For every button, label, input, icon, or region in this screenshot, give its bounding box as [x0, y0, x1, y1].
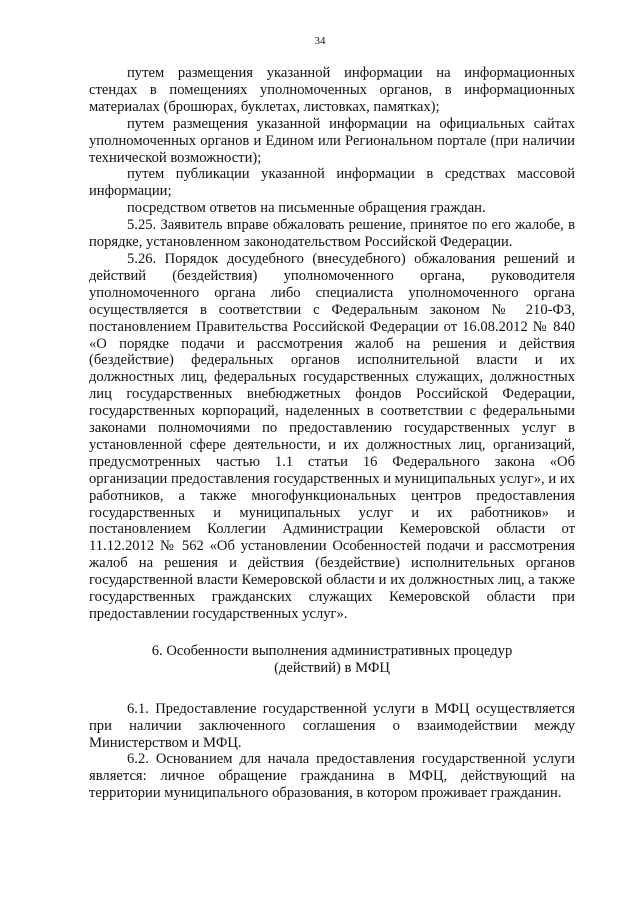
section-heading-line-2: (действий) в МФЦ	[274, 659, 390, 676]
paragraph-written-replies: посредством ответов на письменные обращения граждан.	[127, 200, 486, 217]
paragraph-mass-media: путем публикации указанной информации в средствах массовой информации;	[89, 166, 575, 200]
paragraph-5-26: 5.26. Порядок досудебного (внесудебного) обжалования решений и действий (бездействия) уполномоченного органа, руководителя уполномоченного органа либо специалиста уполномоченного органа осуществляется в соответствии с Федеральным законом № 210-ФЗ, постановлением Правительства Российской Федерации от 16.08.2012 № 840 «О порядке подачи и рассмотрения жалоб на решения и действия (бездействие) федеральных органов исполнительной власти и их должностных лиц, федеральных государственных служащих, должностных лиц государственных внебюджетных фондов Российской Федерации, государственных корпораций, наделенных в соответствии с федеральными законами полномочиями по предоставлению государственных услуг в установленной сфере деятельности, и их должностных лиц, организаций, предусмотренных частью 1.1 статьи 16 Федерального закона «Об организации предоставления государственных и муниципальных услуг», и их работников, а также многофункциональных центров предоставления государственных и муниципальных услуг и их работников» и постановлением Коллегии Администрации Кемеровской области от 11.12.2012 № 562 «Об установлении Особенностей подачи и рассмотрения жалоб на решения и действия (бездействие) исполнительных органов государственной власти Кемеровской области и их должностных лиц, а также государственных гражданских служащих Кемеровской области при предоставлении государственных услуг».	[89, 250, 575, 622]
page-number: 34	[314, 35, 326, 47]
document-body	[89, 65, 575, 802]
section-heading	[89, 643, 575, 677]
paragraph-6-1: 6.1. Предоставление государственной услуги в МФЦ осуществляется при наличии заключенного соглашения о взаимодействии между Министерством и МФЦ.	[89, 700, 575, 751]
paragraph-6-2: 6.2. Основанием для начала предоставления государственной услуги является: личное обращение гражданина в МФЦ, действующий на территории муниципального образования, в котором проживает гражданин.	[89, 751, 575, 802]
paragraph-info-stands: путем размещения указанной информации на информационных стендах в помещениях уполномоченных органов, в информационных материалах (брошюрах, буклетах, листовках, памятках);	[89, 65, 575, 115]
paragraph-5-25: 5.25. Заявитель вправе обжаловать решение, принятое по его жалобе, в порядке, установленном законодательством Российской Федерации.	[89, 217, 575, 251]
section-heading-line-1: 6. Особенности выполнения административных процедур	[151, 642, 513, 659]
paragraph-official-sites: путем размещения указанной информации на официальных сайтах уполномоченных органов и Едином или Региональном портале (при наличии технической возможности);	[89, 115, 575, 166]
